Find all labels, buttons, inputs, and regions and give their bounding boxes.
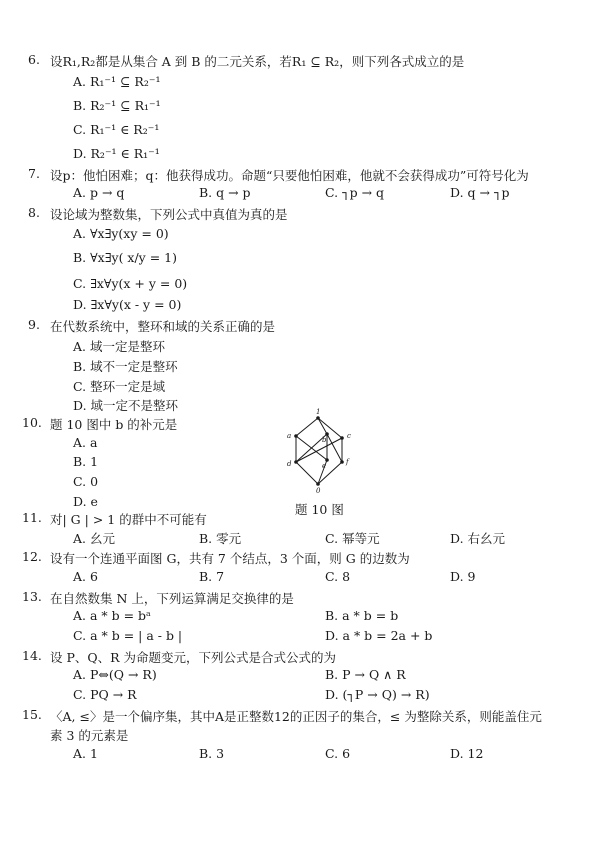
node-label: d (287, 460, 292, 468)
lattice-node (294, 460, 298, 464)
question-number: 12. (22, 549, 42, 564)
option: B. ∀x∃y( x/y = 1) (73, 250, 177, 265)
option: D. 12 (450, 746, 484, 761)
question-stem: 〈A, ≤〉是一个偏序集，其中A是正整数12的正因子的集合，≤ 为整除关系，则能盖住元 (50, 709, 542, 724)
option: C. ∃x∀y(x + y = 0) (73, 276, 188, 291)
option: B. 7 (199, 569, 225, 584)
question-stem: 题 10 图中 b 的补元是 (50, 417, 178, 432)
option: C. 整环一定是域 (73, 379, 166, 394)
question-number: 9. (28, 317, 40, 332)
option: C. 幂等元 (325, 531, 380, 546)
option: A. 域一定是整环 (73, 339, 165, 354)
question-8 (28, 205, 288, 223)
lattice-node (340, 460, 344, 464)
option: A. 6 (73, 569, 98, 584)
option: D. 9 (450, 569, 476, 584)
node-label: e (322, 462, 327, 470)
question-15-continued (50, 726, 128, 744)
option: C. 8 (325, 569, 351, 584)
lattice-diagram (282, 408, 354, 494)
figure-caption: 题 10 图 (295, 502, 344, 517)
lattice-node (316, 416, 320, 420)
lattice-node (316, 482, 320, 486)
question-number: 13. (22, 589, 42, 604)
option: A. a * b = bᵃ (73, 608, 151, 623)
option: C. PQ → R (73, 687, 137, 702)
question-stem: 设有一个连通平面图 G，共有 7 个结点，3 个面，则 G 的边数为 (50, 551, 410, 566)
question-15 (22, 707, 542, 725)
question-10 (22, 415, 178, 433)
option: B. 3 (199, 746, 225, 761)
option: B. P → Q ∧ R (325, 667, 406, 682)
question-stem: 对| G | > 1 的群中不可能有 (50, 512, 207, 527)
option: B. R₂⁻¹ ⊆ R₁⁻¹ (73, 98, 161, 113)
lattice-edge (296, 462, 318, 484)
option: A. P⇔(Q → R) (73, 667, 157, 682)
question-number: 6. (28, 52, 40, 67)
question-number: 8. (28, 205, 40, 220)
option: D. 域一定不是整环 (73, 398, 179, 413)
lattice-node (340, 436, 344, 440)
question-12 (22, 549, 410, 567)
option: A. R₁⁻¹ ⊆ R₂⁻¹ (73, 74, 161, 89)
question-stem: 在自然数集 N 上，下列运算满足交换律的是 (50, 591, 294, 606)
question-number: 10. (22, 415, 42, 430)
lattice-edge (327, 434, 342, 462)
question-number: 14. (22, 648, 42, 663)
question-11 (22, 510, 207, 528)
option: B. q → p (199, 185, 251, 200)
option: D. a * b = 2a + b (325, 628, 433, 643)
option: B. 1 (73, 454, 99, 469)
lattice-edge (318, 418, 327, 434)
question-stem: 设R₁,R₂都是从集合 A 到 B 的二元关系，若R₁ ⊆ R₂，则下列各式成立的是 (50, 54, 465, 69)
option: D. (┐P → Q) → R) (325, 687, 430, 702)
option: A. 幺元 (73, 531, 115, 546)
option: B. 零元 (199, 531, 242, 546)
question-9 (28, 317, 276, 335)
question-13 (22, 589, 294, 607)
node-label: 1 (316, 408, 321, 416)
question-stem: 素 3 的元素是 (50, 728, 129, 743)
option: D. ∃x∀y(x - y = 0) (73, 297, 182, 312)
question-stem: 在代数系统中，整环和域的关系正确的是 (50, 319, 276, 334)
lattice-edge (318, 418, 342, 438)
option: A. a (73, 435, 98, 450)
node-label: b (322, 436, 327, 444)
question-number: 15. (22, 707, 42, 722)
question-14 (22, 648, 337, 666)
question-number: 11. (22, 510, 42, 525)
option: C. 6 (325, 746, 351, 761)
option: A. p → q (73, 185, 125, 200)
node-label: f (346, 458, 349, 466)
option: B. a * b = b (325, 608, 399, 623)
question-number: 7. (28, 166, 40, 181)
question-stem: 设论域为整数集，下列公式中真值为真的是 (50, 207, 288, 222)
option: A. ∀x∃y(xy = 0) (73, 226, 169, 241)
question-stem: 设 P、Q、R 为命题变元，下列公式是合式公式的为 (50, 650, 337, 665)
option: A. 1 (73, 746, 98, 761)
node-label: c (347, 432, 351, 440)
node-label: a (287, 432, 292, 440)
option: C. 0 (73, 474, 99, 489)
lattice-node (294, 434, 298, 438)
option: C. a * b = | a - b | (73, 628, 183, 643)
option: B. 域不一定是整环 (73, 359, 178, 374)
option: D. R₂⁻¹ ∈ R₁⁻¹ (73, 146, 160, 161)
node-label: 0 (316, 487, 321, 494)
question-7 (28, 166, 529, 184)
question-stem: 设p：他怕困难；q：他获得成功。命题“只要他怕困难，他就不会获得成功”可符号化为 (50, 168, 529, 183)
option: C. ┐p → q (325, 185, 385, 200)
option: D. q → ┐p (450, 185, 510, 200)
lattice-edge (296, 418, 318, 436)
option: C. R₁⁻¹ ∈ R₂⁻¹ (73, 122, 160, 137)
option: D. e (73, 494, 98, 509)
option: D. 右幺元 (450, 531, 506, 546)
question-6 (28, 52, 465, 70)
